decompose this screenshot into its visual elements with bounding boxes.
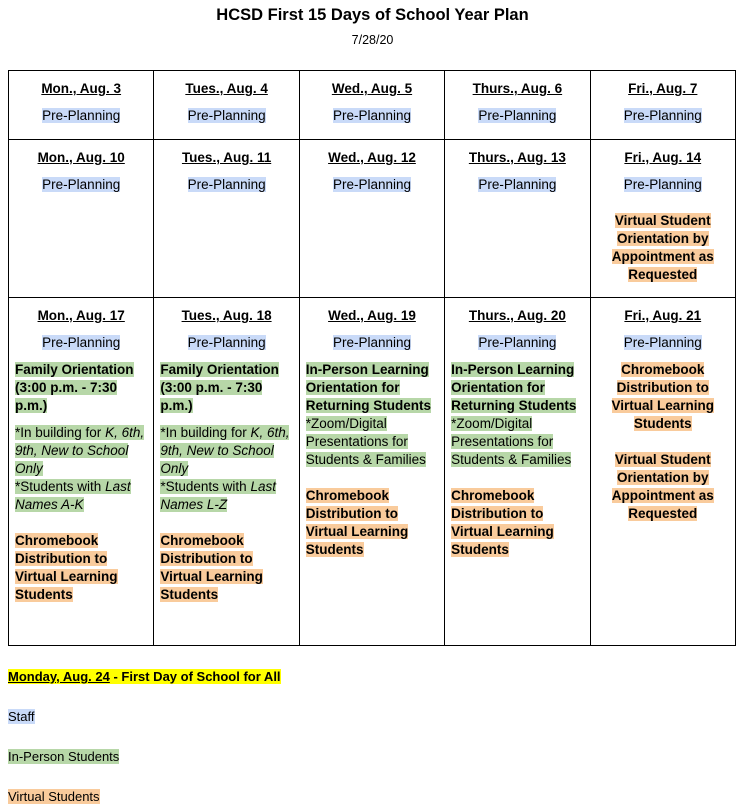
pre-planning-label: Pre-Planning xyxy=(187,177,266,192)
pre-planning-label: Pre-Planning xyxy=(332,177,411,192)
note-italic-text: K, 6th, 9th, New to School Only xyxy=(160,425,290,476)
note-text: *Students with xyxy=(15,479,106,494)
legend-staff xyxy=(8,709,35,724)
pre-planning-label: Pre-Planning xyxy=(623,108,702,123)
day-cell xyxy=(590,298,735,646)
pre-planning-label: Pre-Planning xyxy=(187,335,266,350)
day-cell xyxy=(154,140,299,298)
virtual-orientation-text: Virtual Student Orientation by Appointment as Requested xyxy=(611,213,714,282)
family-orientation-text: Family Orientation (3:00 p.m. - 7:30 p.m.) xyxy=(160,362,279,413)
day-header: Fri., Aug. 21 xyxy=(624,308,702,323)
in-person-orientation-text: In-Person Learning Orientation for Returning Students xyxy=(451,362,577,413)
first-day-text: - First Day of School for All xyxy=(109,669,281,684)
day-header: Wed., Aug. 12 xyxy=(328,150,416,165)
pre-planning-label: Pre-Planning xyxy=(187,108,266,123)
day-header: Thurs., Aug. 20 xyxy=(468,308,566,323)
day-cell xyxy=(299,298,444,646)
pre-planning-label: Pre-Planning xyxy=(478,177,557,192)
day-cell xyxy=(9,298,154,646)
chromebook-distribution-text: Chromebook Distribution to Virtual Learning Students xyxy=(611,362,715,431)
day-cell xyxy=(154,298,299,646)
note-text: *Zoom/Digital Presentations for Students & Families xyxy=(305,416,426,467)
pre-planning-label: Pre-Planning xyxy=(332,335,411,350)
legend-virtual-label: Virtual Students xyxy=(8,789,100,804)
pre-planning-label: Pre-Planning xyxy=(478,335,557,350)
legend-staff-label: Staff xyxy=(8,709,35,724)
pre-planning-label: Pre-Planning xyxy=(42,335,121,350)
day-cell xyxy=(590,140,735,298)
day-header: Thurs., Aug. 13 xyxy=(468,150,566,165)
day-cell xyxy=(299,140,444,298)
note-text: *Students with xyxy=(160,479,251,494)
day-header: Tues., Aug. 4 xyxy=(185,81,268,96)
virtual-orientation-text: Virtual Student Orientation by Appointment as Requested xyxy=(611,452,714,521)
pre-planning-label: Pre-Planning xyxy=(623,177,702,192)
first-day-banner xyxy=(8,669,281,684)
chromebook-distribution-text: Chromebook Distribution to Virtual Learning Students xyxy=(305,488,409,557)
legend-virtual xyxy=(8,789,100,804)
day-cell xyxy=(445,298,590,646)
day-header: Fri., Aug. 14 xyxy=(624,150,702,165)
chromebook-distribution-text: Chromebook Distribution to Virtual Learning Students xyxy=(451,488,554,557)
day-header: Fri., Aug. 7 xyxy=(628,81,698,96)
pre-planning-label: Pre-Planning xyxy=(478,108,557,123)
day-header: Wed., Aug. 19 xyxy=(328,308,416,323)
week-2-row xyxy=(9,140,736,298)
day-header: Mon., Aug. 3 xyxy=(41,81,122,96)
day-header: Tues., Aug. 11 xyxy=(181,150,272,165)
page-title: HCSD First 15 Days of School Year Plan xyxy=(216,6,529,24)
day-header: Thurs., Aug. 6 xyxy=(472,81,563,96)
pre-planning-label: Pre-Planning xyxy=(42,108,121,123)
day-cell xyxy=(299,71,444,140)
day-cell xyxy=(9,71,154,140)
week-1-row xyxy=(9,71,736,140)
first-day-date: Monday, Aug. 24 xyxy=(8,669,110,684)
pre-planning-label: Pre-Planning xyxy=(42,177,121,192)
chromebook-distribution-text: Chromebook Distribution to Virtual Learning Students xyxy=(15,533,118,602)
note-text: *In building for xyxy=(160,425,251,440)
chromebook-distribution-text: Chromebook Distribution to Virtual Learning Students xyxy=(160,533,263,602)
note-italic-text: Last Names L-Z xyxy=(160,479,276,512)
day-header: Mon., Aug. 10 xyxy=(37,150,125,165)
day-cell xyxy=(154,71,299,140)
legend-in-person xyxy=(8,749,119,764)
pre-planning-label: Pre-Planning xyxy=(332,108,411,123)
week-3-row xyxy=(9,298,736,646)
day-cell xyxy=(590,71,735,140)
day-cell xyxy=(445,71,590,140)
schedule-table xyxy=(8,70,736,646)
note-italic-text: Last Names A-K xyxy=(15,479,131,512)
day-cell xyxy=(445,140,590,298)
day-header: Wed., Aug. 5 xyxy=(331,81,413,96)
note-text: *In building for xyxy=(15,425,106,440)
day-header: Mon., Aug. 17 xyxy=(37,308,125,323)
note-text: *Zoom/Digital Presentations for Students & Families xyxy=(451,416,572,467)
page-date: 7/28/20 xyxy=(351,33,394,47)
pre-planning-label: Pre-Planning xyxy=(623,335,702,350)
day-header: Tues., Aug. 18 xyxy=(181,308,272,323)
family-orientation-text: Family Orientation (3:00 p.m. - 7:30 p.m.) xyxy=(15,362,134,413)
legend-in-person-label: In-Person Students xyxy=(8,749,120,764)
note-italic-text: K, 6th, 9th, New to School Only xyxy=(15,425,145,476)
in-person-orientation-text: In-Person Learning Orientation for Returning Students xyxy=(305,362,432,413)
day-cell xyxy=(9,140,154,298)
